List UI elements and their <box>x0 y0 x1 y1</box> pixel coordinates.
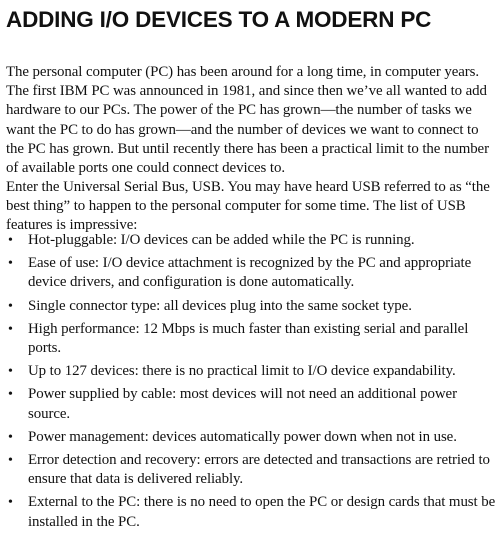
bullet-icon: • <box>8 321 13 337</box>
feature-text: Ease of use: I/O device attachment is recognized by the PC and appropriate device drivers, and configuration is done automatically. <box>28 255 472 291</box>
bullet-icon: • <box>8 429 13 445</box>
title-segment: M <box>295 7 314 32</box>
list-item <box>6 385 498 423</box>
list-item <box>6 231 498 250</box>
title-segment: DDING <box>22 7 100 32</box>
feature-text: High performance: 12 Mbps is much faster than existing serial and parallel ports. <box>28 320 469 357</box>
feature-text: Power supplied by cable: most devices will not need an additional power source. <box>28 386 457 422</box>
list-item <box>6 362 498 381</box>
page-title <box>6 6 431 34</box>
feature-text: Power management: devices automatically power down when not in use. <box>28 428 457 445</box>
feature-text: Error detection and recovery: errors are detected and transactions are retried to ensure that data is delivered reliably. <box>28 452 490 488</box>
title-segment: I/O D <box>99 7 152 32</box>
bullet-icon: • <box>8 233 13 248</box>
feature-text: Hot-pluggable: I/O devices can be added while the PC is running. <box>28 232 415 248</box>
feature-list <box>6 231 498 536</box>
bullet-icon: • <box>8 364 13 380</box>
list-item <box>6 428 498 447</box>
feature-text: Up to 127 devices: there is no practical limit to I/O device expandability. <box>28 363 456 380</box>
bullet-icon: • <box>8 495 13 511</box>
list-item <box>6 254 498 292</box>
bullet-icon: • <box>8 256 13 272</box>
bullet-icon: • <box>8 387 13 403</box>
bullet-icon: • <box>8 453 13 469</box>
intro-paragraph: The personal computer (PC) has been around for a long time, in computer years. The first IBM PC was announced in 1981, and since then we’ve all wanted to add hardware to our PCs. The power of the PC has grown—the number of tasks we want the PC to do has grown—and the number of devices we want to connect to the PC has grown. But until recently there has been a practical limit to the number of available ports one could connect devices to. <box>6 64 489 177</box>
title-segment: A <box>6 7 23 32</box>
title-segment: PC <box>400 7 432 32</box>
list-item <box>6 493 498 531</box>
title-segment: ODERN <box>314 7 401 32</box>
feature-text: Single connector type: all devices plug into the same socket type. <box>28 297 412 314</box>
list-item <box>6 451 498 489</box>
feature-text: External to the PC: there is no need to open the PC or design cards that must be installed in the PC. <box>28 494 496 530</box>
bullet-icon: • <box>8 298 13 314</box>
title-segment: EVICES TO A <box>151 7 296 32</box>
usb-paragraph: Enter the Universal Serial Bus, USB. You may have heard USB referred to as “the best thing” to happen to the personal computer for some time. The list of USB features is impressive: <box>6 179 490 234</box>
list-item <box>6 297 498 316</box>
list-item <box>6 320 498 358</box>
